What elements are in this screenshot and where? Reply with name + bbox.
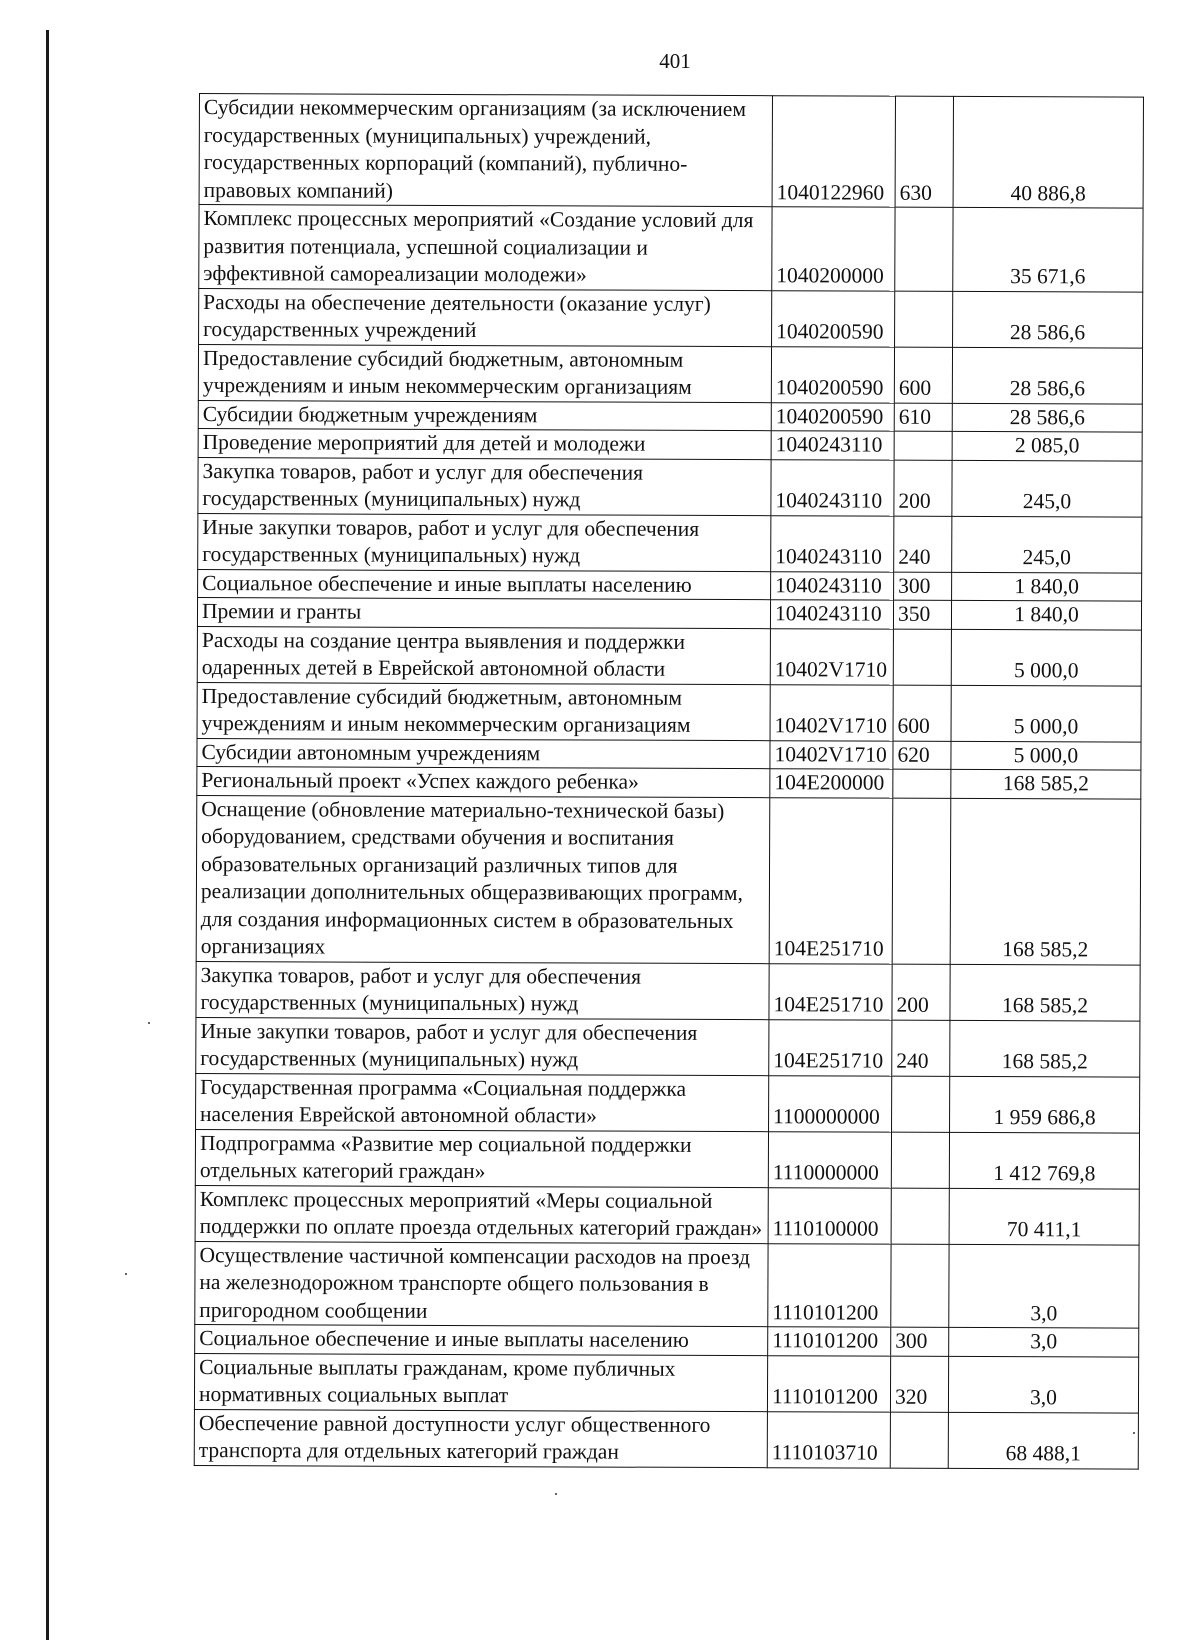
cell-row-amount: 168 585,2: [950, 1020, 1140, 1077]
table-row: [198, 513, 1142, 573]
cell-row-name: Предоставление субсидий бюджетным, автономным учреждениям и иным некоммерческим организациям: [198, 344, 771, 402]
table-row: [195, 1324, 1139, 1356]
cell-row-amount: 3,0: [949, 1244, 1139, 1328]
scan-speck: [1133, 1432, 1135, 1434]
cell-row-type: 200: [892, 964, 950, 1020]
cell-row-code: 1100000000: [769, 1075, 892, 1131]
cell-row-code: 104E251710: [769, 1019, 892, 1075]
cell-row-type: 320: [890, 1356, 948, 1412]
table-row: [199, 288, 1143, 348]
cell-row-code: 1040200000: [772, 207, 895, 291]
cell-row-name: Социальные выплаты гражданам, кроме публичных нормативных социальных выплат: [194, 1353, 767, 1411]
table-row: [194, 1409, 1138, 1469]
cell-row-type: 630: [895, 96, 953, 207]
cell-row-code: 1040200590: [772, 290, 895, 346]
table-row: [197, 766, 1141, 798]
cell-row-code: 1110101200: [768, 1243, 891, 1327]
cell-row-code: 104E251710: [769, 797, 893, 963]
cell-row-amount: 168 585,2: [950, 964, 1140, 1021]
cell-row-type: [893, 769, 951, 798]
table-row: [196, 961, 1140, 1021]
table-row: [194, 1353, 1138, 1413]
cell-row-type: 240: [894, 516, 952, 572]
cell-row-name: Премии и гранты: [197, 597, 770, 628]
cell-row-name: Предоставление субсидий бюджетным, автономным учреждениям и иным некоммерческим организациям: [197, 682, 770, 740]
cell-row-name: Комплекс процессных мероприятий «Меры социальной поддержки по оплате проезда отдельных категорий граждан»: [195, 1185, 768, 1243]
cell-row-type: 610: [894, 403, 952, 432]
table-row: [197, 682, 1141, 742]
cell-row-amount: 70 411,1: [949, 1188, 1139, 1245]
cell-row-code: 1110101200: [768, 1327, 891, 1356]
cell-row-type: [891, 1132, 949, 1188]
cell-row-amount: 28 586,6: [952, 403, 1142, 432]
cell-row-name: Субсидии автономным учреждениям: [197, 738, 770, 769]
cell-row-code: 1110101200: [767, 1355, 890, 1411]
table-row: [198, 457, 1142, 517]
cell-row-type: [894, 431, 952, 460]
cell-row-amount: 245,0: [952, 460, 1142, 517]
table-row: [196, 1073, 1140, 1133]
table-row: [195, 1129, 1139, 1189]
cell-row-name: Субсидии некоммерческим организациям (за исключением государственных (муниципальных) учреждений, государственных корпораций (компаний), публично-правовых компаний): [199, 94, 772, 207]
cell-row-type: [892, 1076, 950, 1132]
cell-row-type: 300: [891, 1327, 949, 1356]
cell-row-name: Комплекс процессных мероприятий «Создание условий для развития потенциала, успешной социализации и эффективной самореализации молодежи»: [199, 205, 772, 291]
cell-row-code: 10402V1710: [770, 628, 893, 684]
cell-row-name: Государственная программа «Социальная поддержка населения Еврейской автономной области»: [196, 1073, 769, 1131]
cell-row-amount: 1 840,0: [951, 600, 1141, 629]
cell-row-code: 1040243110: [771, 515, 894, 571]
cell-row-name: Социальное обеспечение и иные выплаты населению: [198, 569, 771, 600]
cell-row-code: 104E251710: [769, 963, 892, 1019]
cell-row-name: Субсидии бюджетным учреждениям: [198, 400, 771, 431]
cell-row-code: 1110000000: [768, 1131, 891, 1187]
table-row: [197, 597, 1141, 629]
cell-row-type: [893, 629, 951, 685]
cell-row-code: 1040243110: [771, 571, 894, 600]
cell-row-amount: 40 886,8: [953, 96, 1143, 208]
cell-row-type: 600: [894, 347, 952, 403]
scan-speck: [555, 1493, 557, 1495]
table-row: [198, 400, 1142, 432]
table-row: [198, 569, 1142, 601]
cell-row-amount: 2 085,0: [952, 431, 1142, 460]
cell-row-amount: 168 585,2: [950, 798, 1141, 965]
cell-row-name: Осуществление частичной компенсации расходов на проезд на железнодорожном транспорте общего пользования в пригородном сообщении: [195, 1241, 768, 1327]
table-row: [196, 795, 1141, 965]
cell-row-amount: 5 000,0: [951, 741, 1141, 770]
cell-row-type: [890, 1412, 948, 1468]
cell-row-type: [895, 207, 953, 291]
cell-row-name: Расходы на создание центра выявления и поддержки одаренных детей в Еврейской автономной области: [197, 626, 770, 684]
cell-row-name: Социальное обеспечение и иные выплаты населению: [195, 1324, 768, 1355]
cell-row-code: 10402V1710: [770, 740, 893, 769]
cell-row-name: Расходы на обеспечение деятельности (оказание услуг) государственных учреждений: [199, 288, 772, 346]
budget-table: [194, 93, 1144, 1469]
cell-row-code: 1040122960: [772, 96, 895, 207]
cell-row-amount: 28 586,6: [952, 347, 1142, 404]
cell-row-type: 600: [893, 685, 951, 741]
page-number: 401: [659, 49, 691, 73]
scan-edge-line: [46, 30, 49, 1640]
scan-speck: [125, 1273, 127, 1275]
cell-row-amount: 1 412 769,8: [949, 1132, 1139, 1189]
cell-row-name: Закупка товаров, работ и услуг для обеспечения государственных (муниципальных) нужд: [198, 457, 771, 515]
cell-row-amount: 245,0: [952, 516, 1142, 573]
scan-speck: [148, 1022, 150, 1024]
cell-row-name: Обеспечение равной доступности услуг общественного транспорта для отдельных категорий граждан: [194, 1409, 767, 1467]
cell-row-name: Закупка товаров, работ и услуг для обеспечения государственных (муниципальных) нужд: [196, 961, 769, 1019]
table-row: [196, 1017, 1140, 1077]
cell-row-name: Иные закупки товаров, работ и услуг для обеспечения государственных (муниципальных) нужд: [198, 513, 771, 571]
table-row: [197, 626, 1141, 686]
table-row: [199, 94, 1143, 209]
cell-row-type: 350: [893, 600, 951, 629]
cell-row-name: Региональный проект «Успех каждого ребенка»: [197, 766, 770, 797]
cell-row-type: [891, 1244, 949, 1328]
cell-row-amount: 5 000,0: [951, 629, 1141, 686]
cell-row-code: 1110103710: [767, 1411, 890, 1467]
cell-row-type: [895, 291, 953, 347]
table-row: [198, 428, 1142, 460]
cell-row-amount: 35 671,6: [953, 207, 1143, 291]
cell-row-amount: 5 000,0: [951, 685, 1141, 742]
table-row: [199, 205, 1143, 292]
cell-row-type: 300: [894, 572, 952, 601]
cell-row-code: 1110100000: [768, 1187, 891, 1243]
cell-row-code: 1040200590: [771, 402, 894, 431]
cell-row-type: 240: [892, 1020, 950, 1076]
table-row: [195, 1185, 1139, 1245]
cell-row-amount: 3,0: [948, 1356, 1138, 1413]
cell-row-name: Проведение мероприятий для детей и молодежи: [198, 428, 771, 459]
cell-row-type: [891, 1188, 949, 1244]
cell-row-code: 1040243110: [770, 600, 893, 629]
cell-row-name: Оснащение (обновление материально-технической базы) оборудованием, средствами обучения и воспитания образовательных организаций различных типов для реализации дополнительных общеразвивающих программ, для создания информационных систем в образовательных организациях: [196, 795, 770, 963]
table-row: [198, 344, 1142, 404]
cell-row-amount: 28 586,6: [953, 291, 1143, 348]
cell-row-amount: 1 959 686,8: [950, 1076, 1140, 1133]
cell-row-code: 1040243110: [771, 431, 894, 460]
cell-row-type: [892, 798, 951, 964]
cell-row-code: 1040243110: [771, 459, 894, 515]
cell-row-amount: 68 488,1: [948, 1412, 1138, 1469]
cell-row-name: Иные закупки товаров, работ и услуг для обеспечения государственных (муниципальных) нужд: [196, 1017, 769, 1075]
budget-table-body: [194, 94, 1143, 1469]
table-row: [195, 1241, 1139, 1328]
cell-row-amount: 168 585,2: [951, 769, 1141, 798]
cell-row-type: 200: [894, 460, 952, 516]
cell-row-code: 1040200590: [771, 346, 894, 402]
table-row: [197, 738, 1141, 770]
cell-row-name: Подпрограмма «Развитие мер социальной поддержки отдельных категорий граждан»: [195, 1129, 768, 1187]
cell-row-code: 104E200000: [770, 769, 893, 798]
cell-row-type: 620: [893, 741, 951, 770]
cell-row-amount: 3,0: [949, 1327, 1139, 1356]
cell-row-code: 10402V1710: [770, 684, 893, 740]
cell-row-amount: 1 840,0: [952, 572, 1142, 601]
